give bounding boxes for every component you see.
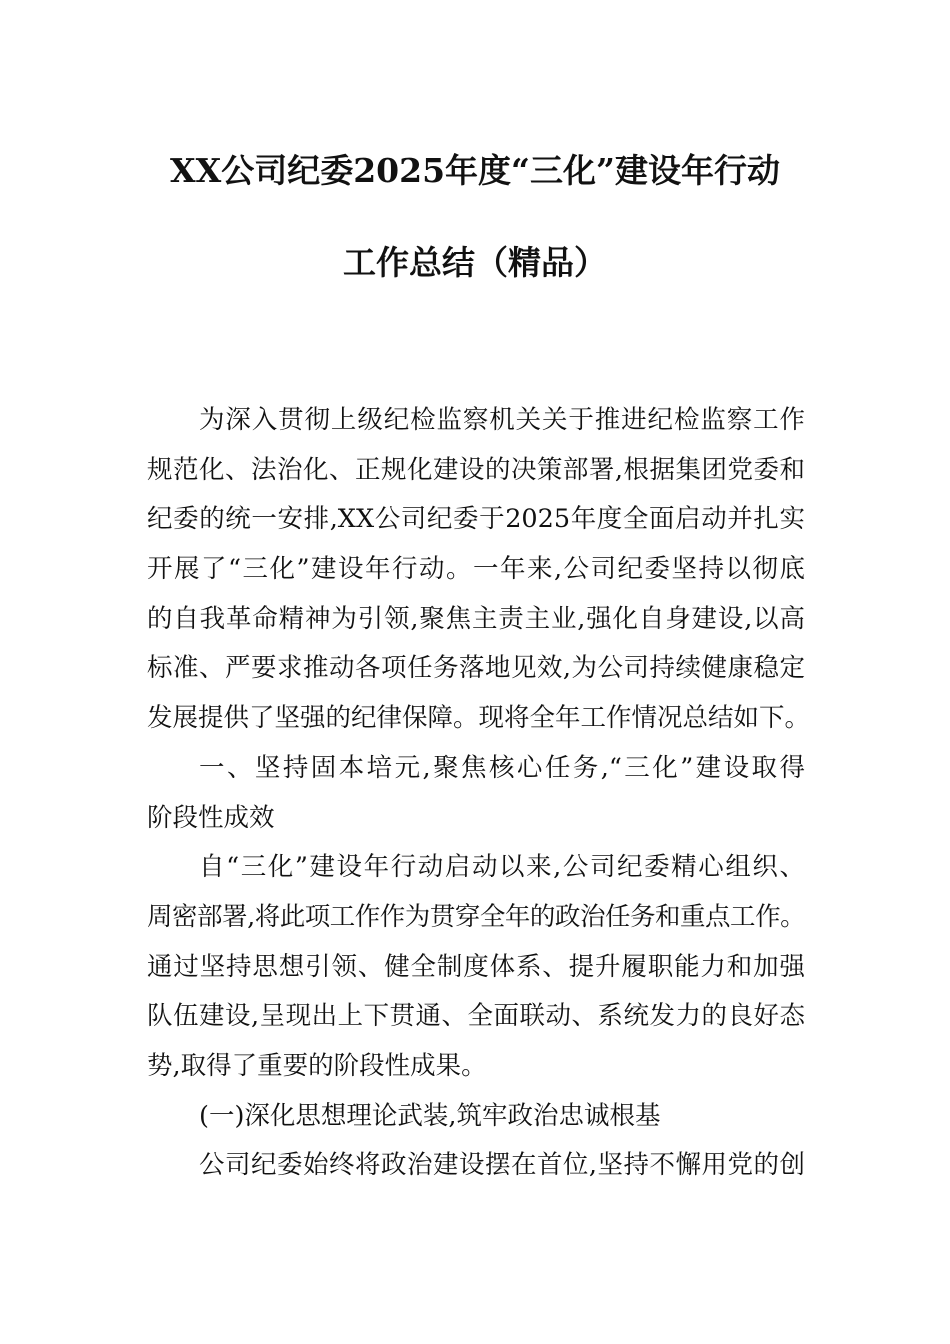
- body-line: 周密部署,将此项工作作为贯穿全年的政治任务和重点工作。: [147, 901, 805, 932]
- body-line: 自“三化”建设年行动启动以来,公司纪委精心组织、: [199, 852, 805, 883]
- body-line: 开展了“三化”建设年行动。一年来,公司纪委坚持以彻底: [147, 554, 805, 585]
- document-title-line-1: XX公司纪委2025年度“三化”建设年行动: [169, 151, 781, 190]
- body-line: 公司纪委始终将政治建设摆在首位,坚持不懈用党的创: [199, 1150, 805, 1181]
- section-heading-line: 阶段性成效: [147, 802, 275, 833]
- body-line: 规范化、法治化、正规化建设的决策部署,根据集团党委和: [147, 454, 805, 485]
- document-title-line-2: 工作总结（精品）: [343, 243, 607, 282]
- subsection-heading: (一)深化思想理论武装,筑牢政治忠诚根基: [199, 1100, 661, 1131]
- body-line: 的自我革命精神为引领,聚焦主责主业,强化自身建设,以高: [147, 603, 805, 634]
- body-line: 标准、严要求推动各项任务落地见效,为公司持续健康稳定: [147, 653, 805, 684]
- body-line: 通过坚持思想引领、健全制度体系、提升履职能力和加强: [147, 951, 805, 982]
- body-line: 队伍建设,呈现出上下贯通、全面联动、系统发力的良好态: [147, 1001, 805, 1032]
- document-body: [147, 400, 811, 1195]
- body-line: 发展提供了坚强的纪律保障。现将全年工作情况总结如下。: [147, 703, 811, 734]
- section-heading-line: 一、坚持固本培元,聚焦核心任务,“三化”建设取得: [199, 752, 805, 783]
- body-line: 纪委的统一安排,XX公司纪委于2025年度全面启动并扎实: [147, 504, 805, 535]
- body-line: 为深入贯彻上级纪检监察机关关于推进纪检监察工作: [199, 405, 805, 435]
- body-line: 势,取得了重要的阶段性成果。: [147, 1050, 487, 1081]
